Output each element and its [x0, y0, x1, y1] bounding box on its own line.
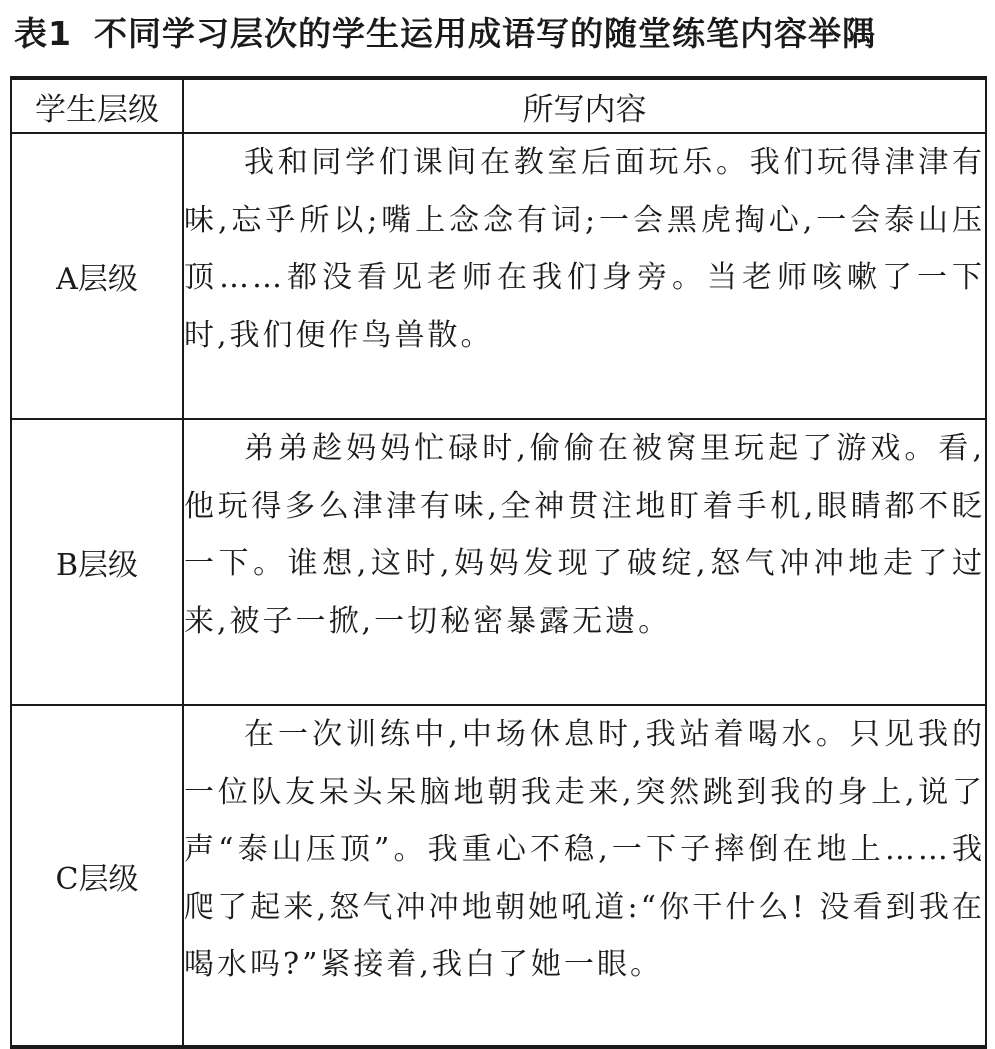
table-row: [11, 705, 986, 1047]
content-cell: 在一次训练中,中场休息时,我站着喝水。只见我的一位队友呆头呆脑地朝我走来,突然跳到我的身上,说了声“泰山压顶”。我重心不稳,一下子摔倒在地上……我爬了起来,怒气冲冲地朝她吼道:“你干什么! 没看到我在喝水吗?”紧接着,我白了她一眼。: [183, 705, 986, 1047]
content-cell: 我和同学们课间在教室后面玩乐。我们玩得津津有味,忘乎所以;嘴上念念有词;一会黑虎掏心,一会泰山压顶……都没看见老师在我们身旁。当老师咳嗽了一下时,我们便作鸟兽散。: [183, 133, 986, 419]
table-caption: [14, 12, 876, 56]
table-title: 不同学习层次的学生运用成语写的随堂练笔内容举隅: [93, 14, 876, 53]
table-number: 表1: [14, 14, 72, 53]
header-row: [11, 78, 986, 133]
writing-samples-table: [10, 76, 987, 1049]
level-cell: A层级: [11, 133, 183, 419]
table-row: [11, 133, 986, 419]
level-cell: C层级: [11, 705, 183, 1047]
header-student-level: 学生层级: [11, 78, 183, 133]
content-cell: 弟弟趁妈妈忙碌时,偷偷在被窝里玩起了游戏。看,他玩得多么津津有味,全神贯注地盯着手机,眼睛都不眨一下。谁想,这时,妈妈发现了破绽,怒气冲冲地走了过来,被子一掀,一切秘密暴露无遗。: [183, 419, 986, 705]
header-written-content: 所写内容: [183, 78, 986, 133]
level-cell: B层级: [11, 419, 183, 705]
table-row: [11, 419, 986, 705]
